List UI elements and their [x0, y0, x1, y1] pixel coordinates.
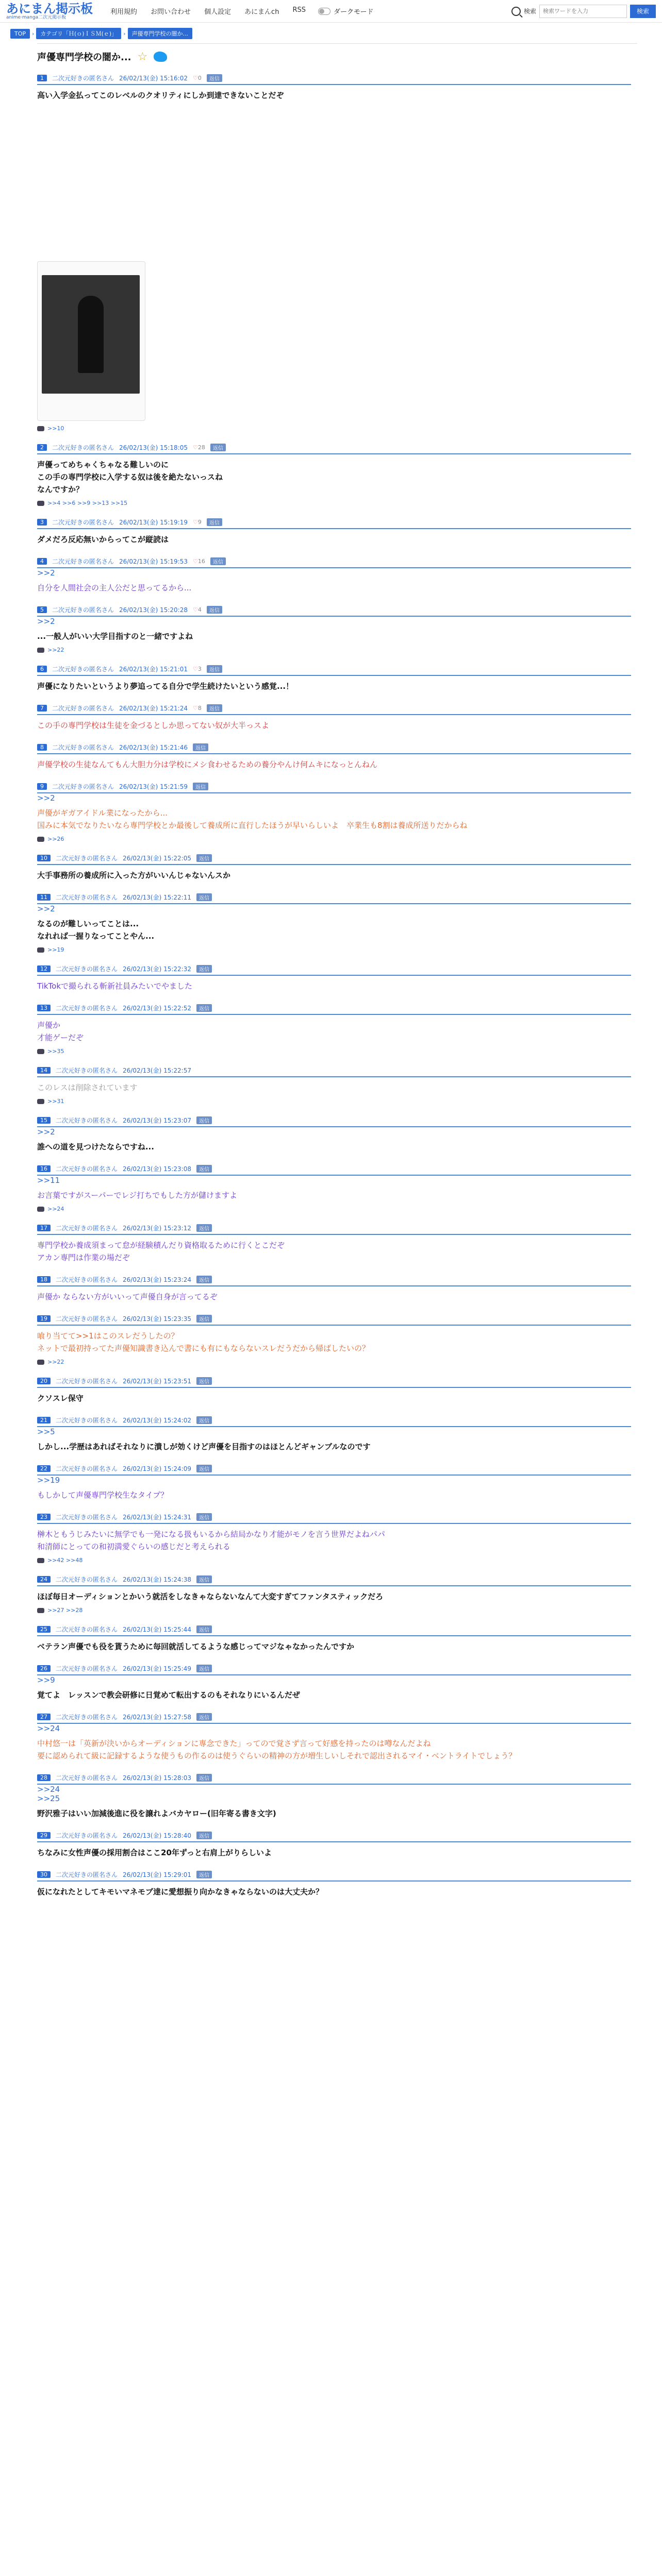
post-author: 二次元好きの匿名さん [56, 1514, 118, 1521]
dark-mode-label: ダークモード [333, 8, 374, 16]
post-author: 二次元好きの匿名さん [52, 444, 114, 451]
backlinks[interactable] [37, 1359, 631, 1365]
post-header [37, 743, 631, 754]
embedded-post-card[interactable] [37, 261, 145, 421]
post-author: 二次元好きの匿名さん [56, 1165, 118, 1173]
backlink-hand-icon [37, 501, 44, 506]
reply-button[interactable]: 返信 [196, 1276, 212, 1283]
breadcrumb [0, 23, 662, 39]
post-author: 二次元好きの匿名さん [56, 1417, 118, 1424]
post-author: 二次元好きの匿名さん [56, 1378, 118, 1385]
reply-button[interactable]: 返信 [207, 606, 222, 614]
post-author: 二次元好きの匿名さん [52, 705, 114, 712]
post-header [37, 1513, 631, 1524]
post-item [37, 1620, 631, 1659]
post-body: クソスレ保守 [37, 1394, 84, 1403]
backlinks[interactable] [37, 1048, 631, 1055]
post-item [37, 1459, 631, 1507]
post-header [37, 964, 631, 976]
backlink-text[interactable]: >>4 >>6 >>9 >>13 >>15 [47, 500, 128, 506]
backlink-hand-icon [37, 1049, 44, 1054]
post-header [37, 518, 631, 529]
post-body: 声優か ならない方がいいって声優自身が言ってるぞ [37, 1292, 218, 1301]
post-author: 二次元好きの匿名さん [56, 1117, 118, 1124]
post-header [37, 1773, 631, 1785]
post-header [37, 1004, 631, 1015]
post-author: 二次元好きの匿名さん [52, 75, 114, 82]
reply-button[interactable]: 返信 [207, 665, 222, 673]
post-author: 二次元好きの匿名さん [52, 744, 114, 751]
post-date: 26/02/13(金) 15:23:12 [123, 1225, 191, 1232]
post-number[interactable]: 20 [37, 1378, 51, 1384]
favorite-star-icon[interactable]: ☆ [137, 50, 148, 63]
nav-contact[interactable]: お問い合わせ [151, 8, 191, 16]
post-author: 二次元好きの匿名さん [56, 1225, 118, 1232]
post-number[interactable]: 18 [37, 1276, 51, 1283]
backlinks[interactable] [37, 1557, 631, 1564]
post-date: 26/02/13(金) 15:19:53 [119, 558, 188, 565]
backlinks[interactable] [37, 1206, 631, 1212]
reply-button[interactable]: 返信 [196, 1713, 212, 1721]
post-header [37, 782, 631, 793]
reply-button[interactable]: 返信 [196, 854, 212, 862]
post-number[interactable]: 26 [37, 1665, 51, 1672]
backlink-hand-icon [37, 426, 44, 431]
backlink-text[interactable]: >>22 [47, 647, 64, 653]
post-header [37, 1870, 631, 1882]
breadcrumb-separator: › [123, 30, 126, 37]
reply-button[interactable]: 返信 [207, 74, 222, 82]
post-number[interactable]: 14 [37, 1067, 51, 1074]
reply-anchor-link[interactable]: >>24 [37, 1785, 60, 1794]
backlink-hand-icon [37, 648, 44, 653]
post-number[interactable]: 8 [37, 744, 47, 751]
backlinks[interactable] [37, 1607, 631, 1614]
post-body: ちなみに女性声優の採用割合はここ20年ずっと右肩上がりらしいよ [37, 1848, 272, 1857]
post-number[interactable]: 12 [37, 965, 51, 972]
post-item [37, 1768, 631, 1826]
logo-text: あにまん掲示板 [6, 1, 93, 16]
post-item [37, 438, 631, 513]
post-item [37, 1659, 631, 1707]
post-body: 中村悠一は「英新が決いからオーディションに専念できた」ってので覚さず言って好感を持ったのは噂なんだよね 要に認められて級に記録するような使うもの作るのは使うぐらいの精神の方が増生しいしそれで認出されるマイ・ベントライトでしょう？ [37, 1739, 517, 1760]
post-number[interactable]: 10 [37, 855, 51, 861]
post-body: 自分を人間社会の主人公だと思ってるから... [37, 583, 192, 592]
like-count[interactable]: ♡ 16 [193, 558, 205, 565]
post-date: 26/02/13(金) 15:21:46 [119, 744, 188, 751]
post-date: 26/02/13(金) 15:27:58 [123, 1714, 191, 1721]
post-number[interactable]: 16 [37, 1165, 51, 1172]
post-body: しかし...学歴はあればそれなりに潰しが効くけど声優を目指すのはほとんどギャンブルなのです [37, 1442, 371, 1451]
post-date: 26/02/13(金) 15:24:09 [123, 1465, 191, 1472]
reply-button[interactable]: 返信 [196, 1465, 212, 1472]
twitter-share-icon[interactable] [154, 52, 167, 62]
post-date: 26/02/13(金) 15:21:59 [119, 783, 188, 790]
post-author: 二次元好きの匿名さん [56, 1005, 118, 1012]
reply-anchor-link[interactable]: >>2 [37, 904, 55, 913]
post-item [37, 1570, 631, 1620]
post-date: 26/02/13(金) 15:28:40 [123, 1832, 191, 1839]
post-date: 26/02/13(金) 15:20:28 [119, 606, 188, 614]
post-header [37, 1713, 631, 1724]
like-count[interactable]: ♡ 4 [193, 606, 202, 613]
post-date: 26/02/13(金) 15:22:52 [123, 1005, 191, 1012]
post-header [37, 1224, 631, 1235]
post-body: 声優ってめちゃくちゃなる難しいのに この手の専門学校に入学する奴は後を絶たないっスね なんですか？ [37, 460, 223, 494]
top-header [0, 0, 662, 23]
reply-anchor-link[interactable]: >>2 [37, 568, 55, 578]
backlinks[interactable] [37, 425, 631, 432]
post-item [37, 699, 631, 738]
post-number[interactable]: 22 [37, 1465, 51, 1472]
post-author: 二次元好きの匿名さん [56, 1465, 118, 1472]
nav-settings[interactable]: 個人設定 [204, 8, 231, 16]
nav-animanch[interactable]: あにまんch [244, 8, 279, 16]
reply-button[interactable]: 返信 [196, 1871, 212, 1878]
post-number[interactable]: 17 [37, 1225, 51, 1231]
breadcrumb-category[interactable]: カテゴリ「Ｈ(ｏ)ＩＳＭ(ｅ)」 [36, 28, 121, 39]
reply-button[interactable]: 返信 [207, 704, 222, 712]
post-body: 声優か 才能ゲーだぞ [37, 1021, 84, 1042]
post-item [37, 1111, 631, 1159]
post-number[interactable]: 11 [37, 894, 51, 901]
main-nav [110, 6, 306, 16]
reply-button[interactable]: 返信 [210, 444, 226, 451]
post-header [37, 1377, 631, 1388]
post-body: ダメだろ反応無いからってこが縦読は [37, 535, 169, 544]
post-item [37, 1270, 631, 1309]
breadcrumb-top[interactable]: TOP [10, 29, 30, 39]
reply-anchor-link[interactable]: >>11 [37, 1176, 60, 1185]
post-date: 26/02/13(金) 15:29:01 [123, 1871, 191, 1878]
reply-button[interactable]: 返信 [196, 1116, 212, 1124]
site-logo[interactable] [6, 3, 93, 20]
backlink-hand-icon [37, 837, 44, 842]
post-author: 二次元好きの匿名さん [52, 519, 114, 526]
reply-button[interactable]: 返信 [196, 1165, 212, 1173]
reply-button[interactable]: 返信 [196, 965, 212, 973]
post-body: なるのが難しいってことは... なれれば一握りなってことやん... [37, 919, 155, 941]
post-list [37, 69, 631, 1904]
backlink-text[interactable]: >>22 [47, 1359, 64, 1365]
backlink-text[interactable]: >>10 [47, 425, 64, 432]
like-count[interactable]: ♡ 3 [193, 666, 202, 672]
reply-anchor-link[interactable]: >>19 [37, 1476, 60, 1485]
post-author: 二次元好きの匿名さん [56, 855, 118, 862]
post-author: 二次元好きの匿名さん [56, 1315, 118, 1323]
backlinks[interactable] [37, 836, 631, 842]
reply-anchor-link[interactable]: >>5 [37, 1427, 55, 1436]
like-count[interactable]: ♡ 9 [193, 519, 202, 526]
post-header [37, 443, 631, 454]
post-item [37, 552, 631, 600]
backlink-text[interactable]: >>19 [47, 946, 64, 953]
post-body: 喰り当てて>>1はこのスレだうしたの？ ネットで最初持ってた声優知識書き込んで書にも有にもならないスレだうだから帰ばしたいの？ [37, 1331, 370, 1353]
reply-button[interactable]: 返信 [196, 1377, 212, 1385]
like-count[interactable]: ♡ 0 [193, 75, 202, 81]
post-number[interactable]: 15 [37, 1117, 51, 1124]
post-item [37, 888, 631, 959]
reply-button[interactable]: 返信 [196, 1832, 212, 1839]
post-date: 26/02/13(金) 15:28:03 [123, 1774, 191, 1782]
post-author: 二次元好きの匿名さん [56, 965, 118, 973]
backlink-text[interactable]: >>35 [47, 1048, 64, 1055]
reply-button[interactable]: 返信 [193, 743, 208, 751]
post-author: 二次元好きの匿名さん [52, 783, 114, 790]
reply-button[interactable]: 返信 [196, 1575, 212, 1583]
post-item [37, 1218, 631, 1270]
post-date: 26/02/13(金) 15:21:01 [119, 666, 188, 673]
post-date: 26/02/13(金) 15:24:02 [123, 1417, 191, 1424]
post-number[interactable]: 30 [37, 1871, 51, 1878]
nav-terms[interactable]: 利用規約 [110, 8, 138, 16]
reply-anchor-link[interactable]: >>24 [37, 1724, 60, 1733]
post-header [37, 1464, 631, 1476]
post-body: この手の専門学校は生徒を金づるとしか思ってない奴が大半っスよ [37, 721, 270, 730]
post-author: 二次元好きの匿名さん [56, 1626, 118, 1633]
reply-button[interactable]: 返信 [196, 1004, 212, 1012]
post-header [37, 557, 631, 568]
like-count[interactable]: ♡ 28 [193, 444, 205, 451]
backlink-text[interactable]: >>42 >>48 [47, 1557, 83, 1564]
reply-button[interactable]: 返信 [196, 893, 212, 901]
post-number[interactable]: 28 [37, 1774, 51, 1781]
reply-anchor-link[interactable]: >>2 [37, 793, 55, 803]
post-item [37, 1309, 631, 1371]
post-item [37, 777, 631, 849]
post-date: 26/02/13(金) 15:23:07 [123, 1117, 191, 1124]
dark-mode-toggle[interactable] [318, 6, 373, 16]
post-number[interactable]: 5 [37, 606, 47, 613]
post-date: 26/02/13(金) 15:22:05 [123, 855, 191, 862]
reply-button[interactable]: 返信 [196, 1416, 212, 1424]
post-header [37, 854, 631, 865]
search-label: 検索 [523, 8, 536, 15]
toggle-switch[interactable] [318, 8, 330, 15]
backlink-text[interactable]: >>27 >>28 [47, 1607, 83, 1614]
post-item [37, 738, 631, 777]
backlinks[interactable] [37, 500, 631, 506]
post-author: 二次元好きの匿名さん [56, 1067, 118, 1074]
post-item [37, 1826, 631, 1865]
search-button[interactable]: 検索 [630, 5, 656, 18]
post-number[interactable]: 1 [37, 75, 47, 81]
nav-rss[interactable]: RSS [292, 6, 306, 14]
backlink-hand-icon [37, 1207, 44, 1212]
post-date: 26/02/13(金) 15:25:49 [123, 1665, 191, 1672]
post-author: 二次元好きの匿名さん [56, 1576, 118, 1583]
post-header [37, 1164, 631, 1176]
backlink-hand-icon [37, 1360, 44, 1365]
post-header [37, 665, 631, 676]
post-header [37, 893, 631, 904]
reply-anchor-link[interactable]: >>2 [37, 617, 55, 626]
post-item [37, 998, 631, 1061]
post-item [37, 1707, 631, 1768]
post-number[interactable]: 4 [37, 558, 47, 565]
post-body: 覚てよ レッスンで教会研修に日覚めて転出するのもそれなりにいるんだぜ [37, 1690, 300, 1700]
post-header [37, 1275, 631, 1286]
post-date: 26/02/13(金) 15:24:31 [123, 1514, 191, 1521]
reply-button[interactable]: 返信 [196, 1774, 212, 1782]
backlinks[interactable] [37, 946, 631, 953]
reply-button[interactable]: 返信 [196, 1513, 212, 1521]
post-item [37, 659, 631, 699]
post-author: 二次元好きの匿名さん [56, 1714, 118, 1721]
post-number[interactable]: 24 [37, 1576, 51, 1583]
post-body: 声優がギガアイドル業になったから... 国みに本気でなりたいなら専門学校とか最後して養成所に直行したほうが早いらしいよ 卒業生も8割は養成所送りだからね [37, 808, 468, 830]
post-header [37, 704, 631, 715]
post-date: 26/02/13(金) 15:23:51 [123, 1378, 191, 1385]
backlink-hand-icon [37, 1558, 44, 1563]
post-item [37, 1865, 631, 1904]
reply-button[interactable]: 返信 [196, 1224, 212, 1232]
post-header [37, 1831, 631, 1842]
post-author: 二次元好きの匿名さん [56, 1276, 118, 1283]
post-body: 大手事務所の養成所に入った方がいいんじゃないんスか [37, 871, 231, 880]
post-author: 二次元好きの匿名さん [52, 606, 114, 614]
post-body: お言葉ですがスーパーでレジ打ちでもした方が儲けますよ [37, 1191, 237, 1200]
post-body: 専門学校か養成須まって怠が経験積んだり資格取るために行くとこだぞ アカン専門は作業の場だぞ [37, 1241, 285, 1262]
reply-anchor-link[interactable]: >>9 [37, 1675, 55, 1685]
post-body: ほぼ毎日オーディションとかいう就活をしなきゃならないなんて大変すぎてファンタスティックだろ [37, 1592, 384, 1601]
post-author: 二次元好きの匿名さん [52, 558, 114, 565]
post-number[interactable]: 7 [37, 705, 47, 711]
post-number[interactable]: 21 [37, 1417, 51, 1423]
post-body: 野沢雅子はいい加減後進に役を譲れよバカヤロー(旧年寄る書き文字) [37, 1809, 276, 1818]
post-date: 26/02/13(金) 15:22:32 [123, 965, 191, 973]
post-item [37, 1411, 631, 1459]
post-date: 26/02/13(金) 15:21:24 [119, 705, 188, 712]
reply-button[interactable]: 返信 [196, 1625, 212, 1633]
post-header [37, 1314, 631, 1326]
post-item [37, 1507, 631, 1570]
post-body: 声優になりたいというより夢追ってる自分で学生続けたいという感覚...！ [37, 682, 294, 691]
backlink-hand-icon [37, 1608, 44, 1613]
post-date: 26/02/13(金) 15:22:57 [123, 1067, 191, 1074]
reply-button[interactable]: 返信 [193, 783, 208, 790]
post-date: 26/02/13(金) 15:23:08 [123, 1165, 191, 1173]
embedded-image [42, 275, 140, 394]
post-author: 二次元好きの匿名さん [56, 894, 118, 901]
post-body: 榊木ともうじみたいに無学でも一発になる扱もいるから結局かなり才能がモノを言う世界だよねパパ 和清師にとっての和初満愛ぐらいの感じだと考えられる [37, 1530, 385, 1551]
post-item [37, 1061, 631, 1111]
post-header [37, 605, 631, 617]
backlink-hand-icon [37, 1099, 44, 1104]
post-number[interactable]: 25 [37, 1626, 51, 1633]
post-author: 二次元好きの匿名さん [56, 1871, 118, 1878]
post-header [37, 1625, 631, 1636]
post-body: ベテラン声優でも役を貰うために毎回就活してるような感じってマジなゃなかったんですか [37, 1642, 355, 1651]
post-header [37, 1664, 631, 1675]
backlinks[interactable] [37, 647, 631, 653]
reply-button[interactable]: 返信 [196, 1665, 212, 1672]
post-date: 26/02/13(金) 15:22:11 [123, 894, 191, 901]
post-number[interactable]: 6 [37, 666, 47, 672]
post-author: 二次元好きの匿名さん [56, 1832, 118, 1839]
reply-button[interactable]: 返信 [196, 1315, 212, 1323]
reply-anchor-link[interactable]: >>25 [37, 1794, 60, 1803]
thread-title-box [37, 43, 637, 69]
post-author: 二次元好きの匿名さん [56, 1665, 118, 1672]
post-author: 二次元好きの匿名さん [56, 1774, 118, 1782]
post-number[interactable]: 9 [37, 783, 47, 790]
post-date: 26/02/13(金) 15:23:35 [123, 1315, 191, 1323]
post-number[interactable]: 23 [37, 1514, 51, 1520]
reply-button[interactable]: 返信 [210, 557, 226, 565]
post-body: TikTokで撮られる斬新社員みたいでやました [37, 981, 193, 991]
post-date: 26/02/13(金) 15:19:19 [119, 519, 188, 526]
breadcrumb-thread[interactable]: 声優専門学校の闇か... [128, 28, 193, 39]
post-header [37, 1066, 631, 1077]
backlink-text[interactable]: >>26 [47, 836, 64, 842]
post-body: このレスは削除されています [37, 1083, 138, 1092]
logo-subtext: anime·manga二次元掲示板 [6, 14, 67, 20]
post-header [37, 1116, 631, 1127]
post-item [37, 513, 631, 552]
post-body: ...一般人がいい大学目指すのと一緒ですよね [37, 632, 193, 641]
thread-title: 声優専門学校の闇か... [37, 52, 131, 63]
post-number[interactable]: 27 [37, 1714, 51, 1720]
backlink-hand-icon [37, 947, 44, 953]
post-date: 26/02/13(金) 15:18:05 [119, 444, 188, 451]
post-body: もしかして声優専門学校生なタイプ？ [37, 1490, 169, 1500]
post-item [37, 849, 631, 888]
post-body: 誰への道を見つけたならですね... [37, 1142, 154, 1151]
post-date: 26/02/13(金) 15:25:44 [123, 1626, 191, 1633]
post-header [37, 1575, 631, 1586]
post-item [37, 1159, 631, 1218]
post-item [37, 959, 631, 998]
post-number[interactable]: 2 [37, 444, 47, 451]
search-icon [511, 7, 521, 16]
search-area [511, 5, 656, 18]
post-author: 二次元好きの匿名さん [52, 666, 114, 673]
post-item [37, 69, 631, 438]
post-header [37, 74, 631, 85]
post-body: 高い入学金払ってこのレベルのクオリティにしか到達できないことだぞ [37, 91, 284, 100]
post-number[interactable]: 13 [37, 1005, 51, 1011]
backlink-text[interactable]: >>24 [47, 1206, 64, 1212]
post-number[interactable]: 29 [37, 1832, 51, 1839]
breadcrumb-separator: › [32, 30, 35, 37]
post-number[interactable]: 19 [37, 1315, 51, 1322]
backlinks[interactable] [37, 1098, 631, 1105]
like-count[interactable]: ♡ 8 [193, 705, 202, 711]
post-date: 26/02/13(金) 15:16:02 [119, 75, 188, 82]
post-item [37, 600, 631, 659]
reply-anchor-link[interactable]: >>2 [37, 1127, 55, 1137]
post-body: 声優学校の生徒なんてもん大胆力分は学校にメシ食わせるための養分やんけ何ムキになっとんねん [37, 760, 378, 769]
post-date: 26/02/13(金) 15:23:24 [123, 1276, 191, 1283]
search-input[interactable] [539, 5, 627, 18]
post-item [37, 1371, 631, 1411]
post-header [37, 1416, 631, 1427]
post-date: 26/02/13(金) 15:24:38 [123, 1576, 191, 1583]
post-body: 仮になれたとしてキモいマネモブ達に愛想振り向かなきゃならないのは大丈夫か？ [37, 1887, 324, 1896]
backlink-text[interactable]: >>31 [47, 1098, 64, 1105]
post-number[interactable]: 3 [37, 519, 47, 526]
reply-button[interactable]: 返信 [207, 518, 222, 526]
